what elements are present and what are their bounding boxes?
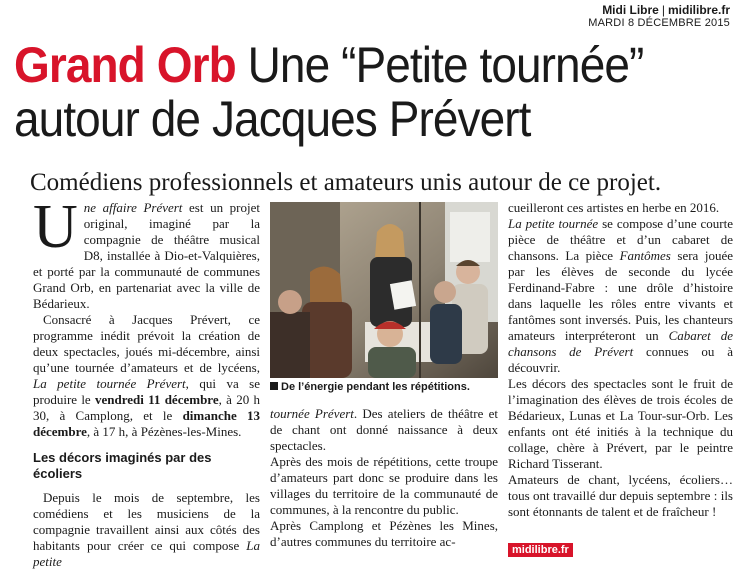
text: , qui va se produire le <box>33 376 260 407</box>
article-column-2 <box>270 406 498 550</box>
text-italic: tournée Prévert <box>270 406 354 421</box>
paragraph-10: Amateurs de chant, lycéens, écoliers… tous ont travaillé dur depuis septembre : ils sont étonnants de talent et de fraîcheur ! <box>508 472 733 519</box>
caption-text: De l’énergie pendant les répétitions. <box>281 381 470 393</box>
headline-title-line1: Une “Petite tournée” <box>247 37 644 93</box>
text-italic: La petite <box>33 538 260 569</box>
text: connues ou à découvrir. <box>508 344 733 375</box>
headline <box>14 38 676 146</box>
text: , à 17 h, à Pézènes-les-Mines. <box>86 424 242 439</box>
text-italic: La petite tournée <box>508 216 599 231</box>
subtitle: Comédiens professionnels et amateurs unis autour de ce projet. <box>30 169 662 196</box>
paragraph-5: Après des mois de répétitions, cette troupe d’amateurs part donc se produire dans les villages du territoire de la communauté de communes, à la rencontre du public. <box>270 454 498 517</box>
paragraph-3 <box>33 490 260 570</box>
paragraph-7: cueilleront ces artistes en herbe en 2016. <box>508 200 720 215</box>
masthead <box>588 3 730 30</box>
headline-title-line2: autour de Jacques Prévert <box>14 91 531 147</box>
dropcap: U <box>33 193 78 261</box>
text-italic: Cabaret de chansons de Prévert <box>508 328 733 359</box>
text: se compose d’une courte pièce de théâtre et d’un cabaret de chansons. La pièce <box>508 216 733 263</box>
text-bold: dimanche 13 décembre <box>33 408 261 439</box>
article-subhead: Les décors imaginés par des écoliers <box>33 450 212 481</box>
text: sera jouée par les élèves de seconde du lycée Ferdinand-Fabre : une drôle d’histoire dans laquelle les rôles entre vivants et fantômes sont inversés. Puis, les chanteurs amateurs interpréteront un <box>508 248 733 343</box>
publication-date: MARDI 8 DÉCEMBRE 2015 <box>588 17 730 29</box>
photo-rehearsal-image <box>270 202 498 378</box>
headline-kicker: Grand Orb <box>14 37 236 93</box>
paragraph-1 <box>33 193 260 312</box>
photo-caption <box>270 380 498 394</box>
caption-square-icon <box>270 382 278 390</box>
text: , à 20 h 30, à Camplong, et le <box>33 392 260 423</box>
text: Consacré à Jacques Prévert, ce programme inédit prévoit la création de deux spectacles, joués mi-décembre, ainsi qu’une tournée d’amateurs et de lycéens, <box>33 312 260 375</box>
text-italic: La petite tournée Prévert <box>33 376 186 391</box>
text-italic: ne affaire Prévert <box>83 200 183 215</box>
text-bold: vendredi 11 décembre <box>94 392 219 407</box>
article-column-3 <box>508 200 733 520</box>
midilibre-logo: midilibre.fr <box>508 543 573 557</box>
publication-name: Midi Libre <box>602 3 659 17</box>
article-column-1 <box>33 193 261 570</box>
publication-website: midilibre.fr <box>667 3 730 17</box>
paragraph-2 <box>33 312 260 440</box>
paragraph-6: Après Camplong et Pézènes les Mines, d’autres communes du territoire ac- <box>270 518 498 549</box>
paragraph-9: Les décors des spectacles sont le fruit de l’imagination des élèves de trois écoles de Bédarieux, Lunas et La Tour-sur-Orb. Les enfants ont été initiés à la technique du collage, chère à Prévert, par le peintre Richard Tisserant. <box>508 376 733 471</box>
text-italic: Fantômes <box>619 248 671 263</box>
text: . Des ateliers de théâtre et de chant ont donné naissance à deux spectacles. <box>270 406 498 453</box>
text: Depuis le mois de septembre, les comédiens et les musiciens de la compagnie travaillent ainsi aux côtés des habitants pour créer ce qui compose <box>33 490 260 553</box>
paragraph-4 <box>270 406 498 454</box>
separator: | <box>661 3 665 17</box>
text: est un projet original, imaginé par la compagnie de théâtre musical D8, installée à Dio-et-Valquières, et porté par la communauté de communes Grand Orb, en partenariat avec la ville de Bédarieux. <box>33 200 260 311</box>
article-photo <box>270 202 498 378</box>
publication-line <box>588 3 730 17</box>
paragraph-8 <box>508 216 733 376</box>
